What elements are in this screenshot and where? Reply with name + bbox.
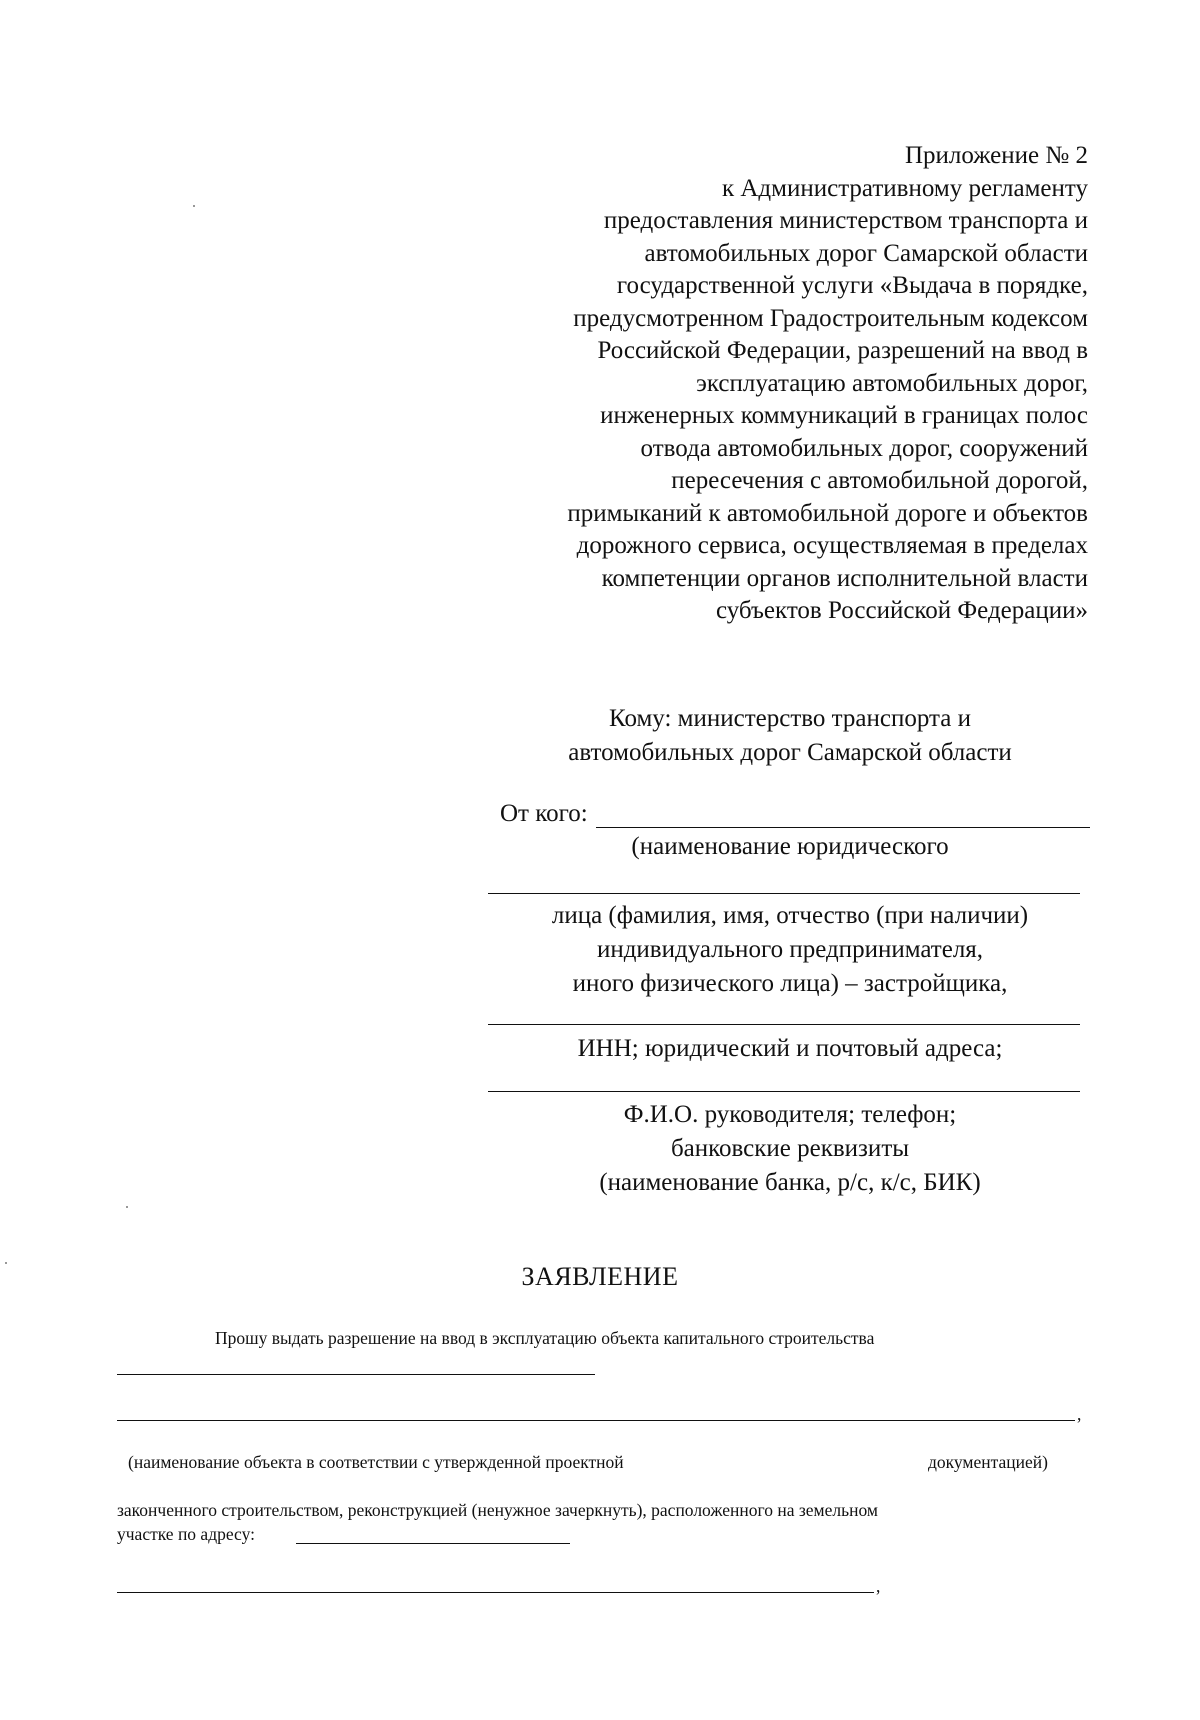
- appendix-heading: [448, 140, 1088, 628]
- sender-label: От кого:: [500, 800, 588, 827]
- caption-line: Ф.И.О. руководителя; телефон;: [623, 1101, 957, 1128]
- appendix-line: эксплуатацию автомобильных дорог,: [696, 369, 1088, 397]
- comma: ,: [876, 1576, 881, 1596]
- sender-line-3-field[interactable]: [488, 1024, 1080, 1025]
- sender-line-4-field[interactable]: [488, 1091, 1080, 1092]
- caption-line: банковские реквизиты: [670, 1135, 910, 1162]
- caption-line: (наименование банка, р/с, к/с, БИК): [599, 1169, 981, 1196]
- scan-speck: [193, 205, 195, 207]
- caption-line: индивидуального предпринимателя,: [596, 936, 984, 963]
- caption-line: иного физического лица) – застройщика,: [572, 970, 1008, 997]
- appendix-line: Российской Федерации, разрешений на ввод в: [597, 337, 1088, 364]
- appendix-line: к Административному регламенту: [721, 174, 1088, 202]
- object-name-field-2[interactable]: [117, 1420, 1075, 1421]
- appendix-line: примыканий к автомобильной дороге и объектов: [567, 499, 1088, 527]
- appendix-line: инженерных коммуникаций в границах полос: [600, 402, 1088, 429]
- document-title: ЗАЯВЛЕНИЕ: [521, 1262, 679, 1291]
- appendix-line: предоставления министерством транспорта и: [603, 207, 1088, 234]
- caption-line: ИНН; юридический и почтовый адреса;: [577, 1035, 1003, 1062]
- appendix-line: пересечения с автомобильной дорогой,: [671, 467, 1088, 494]
- scan-speck: [5, 1262, 7, 1264]
- object-caption-end: документацией): [928, 1452, 1048, 1472]
- caption-line: (наименование юридического: [631, 833, 949, 860]
- sender-line-2-field[interactable]: [488, 893, 1080, 894]
- recipient-line: автомобильных дорог Самарской области: [568, 739, 1012, 766]
- appendix-line: автомобильных дорог Самарской области: [644, 239, 1088, 267]
- appendix-line: предусмотренном Градостроительным кодексом: [573, 304, 1088, 332]
- object-name-field-1[interactable]: [117, 1374, 595, 1375]
- completed-text: законченного строительством, реконструкцией (ненужное зачеркнуть), расположенного на земельном: [117, 1500, 878, 1520]
- comma: ,: [1077, 1404, 1082, 1424]
- appendix-line: государственной услуги «Выдача в порядке,: [616, 272, 1088, 299]
- address-field-2[interactable]: [117, 1592, 874, 1593]
- sender-caption-3: [480, 1032, 1100, 1066]
- address-field-1[interactable]: [296, 1543, 570, 1544]
- object-caption: (наименование объекта в соответствии с утвержденной проектной: [128, 1452, 624, 1472]
- address-label: участке по адресу:: [117, 1524, 255, 1544]
- sender-name-field[interactable]: [596, 803, 1090, 828]
- appendix-line: компетенции органов исполнительной власти: [601, 564, 1088, 592]
- appendix-line: субъектов Российской Федерации»: [715, 597, 1088, 624]
- recipient-line: Кому: министерство транспорта и: [609, 705, 971, 732]
- sender-caption-2: [480, 899, 1100, 1001]
- sender-row: [500, 800, 1090, 828]
- appendix-line: Приложение № 2: [904, 142, 1088, 169]
- appendix-line: отвода автомобильных дорог, сооружений: [640, 434, 1088, 462]
- sender-caption-1: [480, 830, 1100, 864]
- scan-speck: [126, 1206, 128, 1208]
- caption-line: лица (фамилия, имя, отчество (при наличии): [551, 902, 1029, 929]
- sender-caption-4: [480, 1098, 1100, 1200]
- request-text: Прошу выдать разрешение на ввод в эксплуатацию объекта капитального строительства: [215, 1328, 875, 1348]
- appendix-line: дорожного сервиса, осуществляемая в пределах: [576, 532, 1088, 559]
- recipient-block: [480, 702, 1100, 770]
